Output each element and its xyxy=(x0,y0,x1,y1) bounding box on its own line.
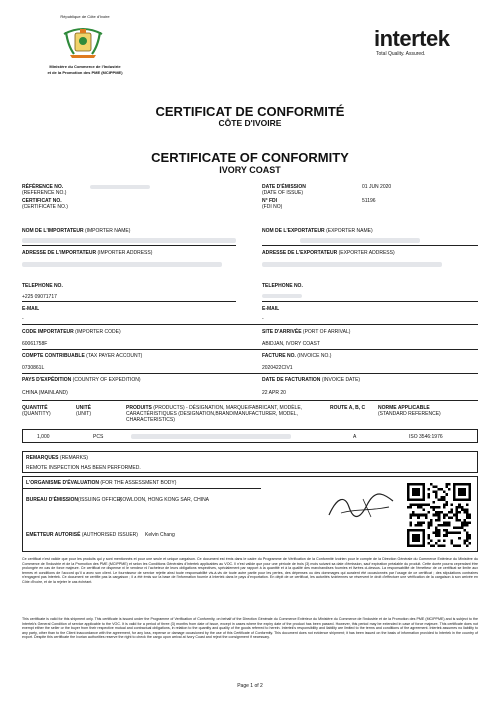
ministry-line-2: et de la Promotion des PME (MCIPPME) xyxy=(47,70,123,75)
export-country-label: PAYS D'EXPÉDITION (COUNTRY OF EXPEDITION) xyxy=(22,377,141,383)
divider xyxy=(262,301,478,302)
divider xyxy=(262,245,478,246)
importer-code-label: CODE IMPORTATEUR (IMPORTER CODE) xyxy=(22,329,121,335)
intertek-logo xyxy=(374,28,484,57)
redacted-importer-address xyxy=(22,262,222,267)
certificate-no-label: CERTIFICAT NO. xyxy=(22,198,62,204)
authorised-issuer-label: EMETTEUR AUTORISÉ (AUTHORISED ISSUER) xyxy=(26,532,138,538)
assessment-divider xyxy=(23,488,261,489)
redacted-importer-name xyxy=(22,238,236,243)
exporter-name-label: NOM DE L'EXPORTATEUR (EXPORTER NAME) xyxy=(262,228,373,234)
quantity-header: QUANTITÉ xyxy=(22,405,48,411)
standard-header: NORME APPLICABLE xyxy=(378,405,430,411)
taxpayer-value: 0730861L xyxy=(22,365,45,371)
arrival-site-value: ABIDJAN, IVORY COAST xyxy=(262,341,320,347)
intertek-tagline: Total Quality. Assured. xyxy=(376,51,426,57)
invoice-no-value: 2020422CIV1 xyxy=(262,365,293,371)
remarks-label: REMARQUES (REMARKS) xyxy=(26,455,88,461)
qr-code-image xyxy=(407,483,471,547)
products-header-line2: CARACTÉRISTIQUES (DESIGNATION,BRAND/MANUFACTURER, MODEL, xyxy=(126,411,298,417)
divider xyxy=(22,349,478,350)
row-route: A xyxy=(353,434,357,440)
products-header-line3: CHARACTERISTICS) xyxy=(126,417,175,423)
date-of-issue-label-en: (DATE OF ISSUE) xyxy=(262,190,304,196)
divider xyxy=(22,324,478,325)
exporter-telephone-label: TELEPHONE NO. xyxy=(262,283,303,289)
exporter-email-value: - xyxy=(262,316,264,322)
intertek-wordmark: intertek xyxy=(374,26,450,51)
page-number: Page 1 of 2 xyxy=(237,683,263,689)
invoice-no-label: FACTURE NO. (INVOICE NO.) xyxy=(262,353,332,359)
importer-email-value: - xyxy=(22,316,24,322)
reference-no-label-en: (REFERENCE NO.) xyxy=(22,190,67,196)
redacted-exporter-name xyxy=(300,238,420,243)
issuing-office-value: KOWLOON, HONG KONG SAR, CHINA xyxy=(119,497,210,503)
fdi-no-label-en: (FDI NO) xyxy=(262,204,283,210)
signature-image xyxy=(323,487,403,525)
remarks-box xyxy=(22,451,478,473)
certificate-no-label-en: (CERTIFICATE NO.) xyxy=(22,204,68,210)
divider xyxy=(22,245,236,246)
quantity-header-en: (QUANTITY) xyxy=(22,411,51,417)
table-row xyxy=(22,429,478,443)
taxpayer-label: COMPTE CONTRIBUABLE (TAX PAYER ACCOUNT) xyxy=(22,353,143,359)
fdi-no-value: 51196 xyxy=(362,198,376,204)
issuing-office-label: BUREAU D'ÉMISSION(ISSUING OFFICE) xyxy=(26,497,122,503)
coat-of-arms-logo xyxy=(58,24,108,62)
importer-name-label: NOM DE L'IMPORTATEUR (IMPORTER NAME) xyxy=(22,228,131,234)
row-standard: ISO 3546:1976 xyxy=(409,434,443,440)
divider xyxy=(22,400,478,401)
divider xyxy=(22,301,236,302)
unit-header: UNITÉ xyxy=(76,405,91,411)
fr-title: CERTIFICAT DE CONFORMITÉ xyxy=(155,104,345,119)
invoice-date-value: 22 APR 20 xyxy=(262,390,286,396)
row-unit: PCS xyxy=(93,434,104,440)
exporter-email-label: E-MAIL xyxy=(262,306,280,312)
export-country-value: CHINA (MAINLAND) xyxy=(22,390,68,396)
arrival-site-label: SITE D'ARRIVÉE (PORT OF ARRIVAL) xyxy=(262,329,351,335)
importer-code-value: 60061758F xyxy=(22,341,48,347)
republic-label: République de Côte d'Ivoire xyxy=(60,14,110,19)
importer-telephone-value: +225 09071717 xyxy=(22,294,57,300)
importer-telephone-label: TELEPHONE NO. xyxy=(22,283,63,289)
assessment-box xyxy=(22,476,478,552)
en-title: CERTIFICATE OF CONFORMITY xyxy=(151,150,349,165)
importer-address-label: ADRESSE DE L'IMPORTATEUR (IMPORTER ADDRESS) xyxy=(22,250,153,256)
exporter-address-label: ADRESSE DE L'EXPORTATEUR (EXPORTER ADDRESS) xyxy=(262,250,395,256)
ministry-line-1: Ministère du Commerce de l'Industrie xyxy=(49,64,121,69)
authorised-issuer-value: Kelvin Chang xyxy=(145,532,175,538)
row-quantity: 1,000 xyxy=(37,434,50,440)
fr-subtitle: CÔTE D'IVOIRE xyxy=(218,118,282,128)
date-of-issue-value: 01 JUN 2020 xyxy=(362,184,392,190)
route-header: ROUTE A, B, C xyxy=(330,405,366,411)
redacted-product-description xyxy=(131,434,291,439)
redacted-reference xyxy=(90,185,150,189)
date-of-issue-label: DATE D'ÉMISSION xyxy=(262,184,306,190)
notes-english: This certificate is valid for this shipment only. This certificate is issued under the Programme of Verification of Conformity, on behalf of the Direction Générale du Commerce Extérieur du Ministère du Commerce de l'Industrie et de la Promotion des PME (MCIPPME) and is subject to the Intertek's General Condition of service applicable to the VOC. It is valid for a period of three (3) months from date of issue, except in cases where the expiry date of the product has been passed. However, this period may be extended in case of force majeure. This certificate does not exempt either the seller or the buyer from their respective mutual and contractual obligations, in relation to the quantity and quality of the goods referred to herein. Intertek's responsibility and liability are limited to the terms and conditions of the agreement. Intertek assumes no liability to any party, other than to the Client inaccordance with the agreement, for any loss, expense or damage occasioned by the use of this Certificate of Conformity. This document does not evidence shipment; it has been issued on the basis of information provided to Intertek in the country of export. Despite this certificate the Ivorian authorities reserve the right to check the cargo upon arrival at Ivory Coast and reject the consignment if necessary. xyxy=(22,617,478,640)
remarks-value: REMOTE INSPECTION HAS BEEN PERFORMED. xyxy=(26,465,141,471)
products-header: PRODUITS (PRODUCTS) - DÉSIGNATION, MARQUE/FABRICANT, MODÈLE, xyxy=(126,405,303,411)
unit-header-en: (UNIT) xyxy=(76,411,91,417)
importer-email-label: E-MAIL xyxy=(22,306,40,312)
redacted-exporter-telephone xyxy=(262,294,302,298)
standard-header-en: (STANDARD REFERENCE) xyxy=(378,411,441,417)
notes-french: Ce certificat n'est valide que pour les produits qui y sont mentionnés et pour une seule et unique cargaison. Ce document est émis dans le cadre du Programme de Vérification de la Conformité Ivoirien pour le compte de la Direction Générale du Commerce Extérieur du Ministère du Commerce de l'Industrie et de la Promotion des PME (MCIPPME) et selon les Conditions Générales d'Intertek applicables au VOC. Il n'est valide que pour une période de trois (3) mois suivant sa date d'émission, sauf expiration préalable du produit. Cette durée pourra cependant être prolongée en cas de force majeure. Ce certificat ne dispense ni le vendeur ni l'acheteur de leurs obligations respectives, spécialement par rapport à la quantité et à la qualité des marchandises fournies et livrées ci-dessus. La responsabilité de l'émetteur de ce certificat se limite aux termes et conditions de l'accord qu'il a avec son client. Le fournisseur de service rejette ainsi toute responsabilité vis-à-vis de toute autre partie pour les pertes, des dépenses ou des dommages qui auraient été occasionnés par l'usage de ce certificat ; des stipulations contraires n'engagent pas Intertek. Ce document ne certifie pas la cargaison ; il a été émis sur la base de l'information fournie à Intertek dans le pays d'exportation. En dépit de ce certificat, les autorités ivoiriennes se réservent le droit d'effectuer une vérification de la cargaison à son arrivée en Côte d'Ivoire, et de la rejeter le cas échéant. xyxy=(22,557,478,584)
fdi-no-label: N° FDI xyxy=(262,198,278,204)
divider xyxy=(22,373,478,374)
en-subtitle: IVORY COAST xyxy=(219,165,281,175)
redacted-exporter-address xyxy=(262,262,442,267)
invoice-date-label: DATE DE FACTURATION (INVOICE DATE) xyxy=(262,377,361,383)
reference-no-label: RÉFÉRENCE NO. xyxy=(22,184,64,190)
assessment-label: L'ORGANISME D'ÉVALUATION (FOR THE ASSESSMENT BODY) xyxy=(26,480,177,486)
